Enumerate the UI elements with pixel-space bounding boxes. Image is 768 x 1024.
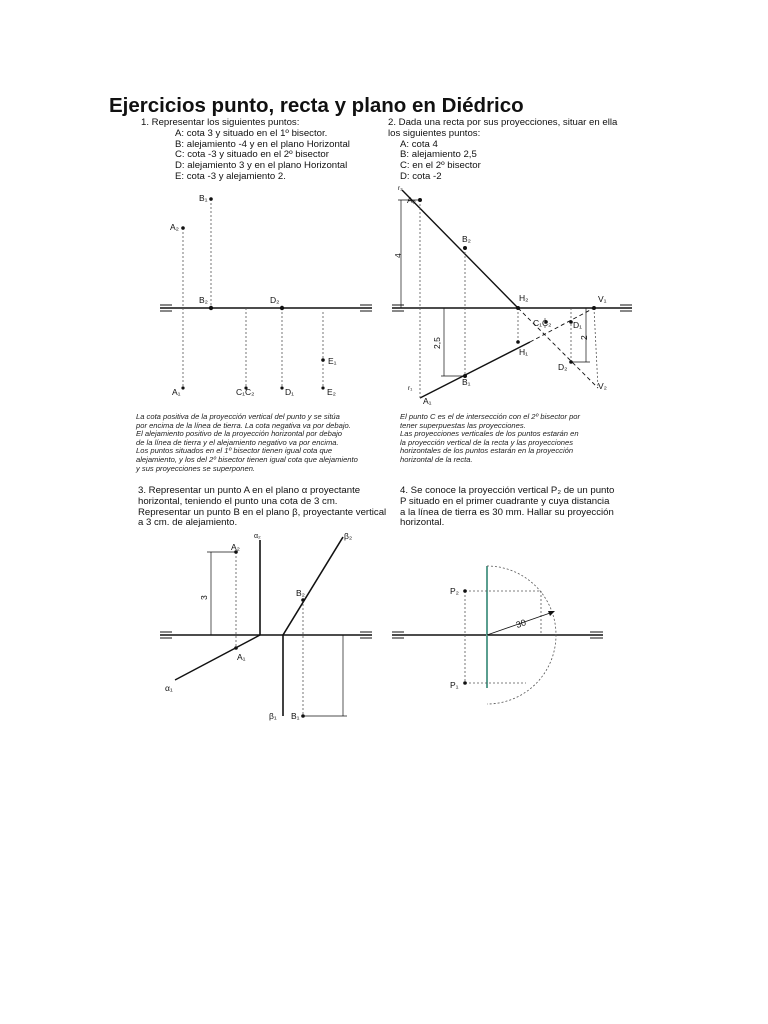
label-d2: D₂ xyxy=(558,362,568,372)
dimension-label-4: 4 xyxy=(393,253,403,258)
label-p1: P₁ xyxy=(450,680,459,690)
dimension-label-30: 30 xyxy=(514,617,528,630)
label-b2: B₂ xyxy=(199,295,208,305)
exercise-4-line: P situado en el primer cuadrante y cuya distancia xyxy=(400,495,610,507)
note-line: horizontales de los puntos estarán en la proyección xyxy=(400,446,574,456)
label-d1: D₁ xyxy=(573,320,583,330)
label-d2: D₂ xyxy=(270,295,280,305)
exercise-1-item: D: alejamiento 3 y en el plano Horizontal xyxy=(175,160,348,172)
label-d1: D₁ xyxy=(285,387,295,397)
note-line: de la línea de tierra y el alejamiento negativo va por encima. xyxy=(136,437,339,447)
arrow-head xyxy=(548,611,555,616)
note-line: Los puntos situados en el 1º bisector tienen igual cota que xyxy=(136,446,333,456)
label-c1c2: C₁C₂ xyxy=(533,318,552,328)
note-line: La cota positiva de la proyección vertical del punto y se sitúa xyxy=(136,412,340,421)
exercise-2-heading-line: los siguientes puntos: xyxy=(388,127,481,139)
exercise-4-line: a la línea de tierra es 30 mm. Hallar su proyección xyxy=(400,506,614,518)
exercise-4-line: horizontal. xyxy=(400,517,445,529)
exercise-4-line: 4. Se conoce la proyección vertical P₂ de un punto xyxy=(400,485,615,496)
exercise-1-item: E: cota -3 y alejamiento 2. xyxy=(175,170,286,182)
label-p2: P₂ xyxy=(450,586,459,596)
label-b1: B₁ xyxy=(199,193,208,203)
point-p2 xyxy=(463,589,467,593)
exercise-1-heading: 1. Representar los siguientes puntos: xyxy=(141,117,300,128)
exercise-2-heading-line: 2. Dada una recta por sus proyecciones, situar en ella xyxy=(388,117,618,128)
dimension-label-25: 2,5 xyxy=(432,337,442,349)
label-a2: A₂ xyxy=(170,222,179,232)
dimension-label-2: 2 xyxy=(579,335,589,340)
label-v2: V₂ xyxy=(598,381,607,391)
dimension-label-3: 3 xyxy=(199,595,209,600)
label-a1: A₁ xyxy=(172,387,181,397)
exercise-1-item: B: alejamiento -4 y en el plano Horizontal xyxy=(175,138,350,150)
note-line: Las proyecciones verticales de los puntos estarán en xyxy=(400,429,579,439)
page-title: Ejercicios punto, recta y plano en Diédrico xyxy=(109,94,524,117)
note-line: la proyección vertical de la recta y las proyecciones xyxy=(400,437,574,447)
exercise-2-item: A: cota 4 xyxy=(400,138,438,150)
label-beta2: β₂ xyxy=(344,531,353,541)
label-a2: A₂ xyxy=(231,542,240,552)
label-e1: E₁ xyxy=(328,356,337,366)
exercise-2-item: D: cota -2 xyxy=(400,170,442,182)
label-r2: r₂ xyxy=(398,185,403,192)
exercise-3-line: Representar un punto B en el plano β, proyectante vertical xyxy=(138,506,387,518)
note-line: El punto C es el de intersección con el 2º bisector por xyxy=(400,412,581,421)
note-line: y sus proyecciones se superponen. xyxy=(136,463,256,473)
point-p1 xyxy=(463,681,467,685)
label-h1: H₁ xyxy=(519,347,529,357)
label-c1c2: C₁C₂ xyxy=(236,387,255,397)
note-line: por encima de la línea de tierra. La cota negativa va por debajo. xyxy=(136,420,351,430)
label-e2: E₂ xyxy=(327,387,336,397)
exercise-1-item: C: cota -3 y situado en el 2º bisector xyxy=(175,149,329,161)
exercise-1-item: A: cota 3 y situado en el 1º bisector. xyxy=(175,127,328,139)
note-line: tener superpuestas las proyecciones. xyxy=(400,420,526,430)
exercise-2-item: B: alejamiento 2,5 xyxy=(400,149,477,161)
label-a2: A₂ xyxy=(407,195,416,205)
label-a1: A₁ xyxy=(237,652,246,662)
label-alpha2: α₂ xyxy=(254,533,261,540)
exercise-3-line: 3. Representar un punto A en el plano α proyectante xyxy=(138,485,361,496)
label-beta1: β₁ xyxy=(269,711,277,721)
exercise-3-line: a 3 cm. de alejamiento. xyxy=(138,517,238,529)
note-line: horizontal de la recta. xyxy=(400,454,473,464)
label-b2: B₂ xyxy=(462,234,471,244)
note-line: El alejamiento positivo de la proyección horizontal por debajo xyxy=(136,429,342,439)
label-h2: H₂ xyxy=(519,293,529,303)
exercise-3-line: horizontal, teniendo el punto una cota de 3 cm. xyxy=(138,495,338,507)
label-b1: B₁ xyxy=(462,377,471,387)
label-r1: r₁ xyxy=(408,385,413,392)
label-a1: A₁ xyxy=(423,396,432,406)
note-line: alejamiento, y los del 2º bisector tienen igual cota que alejamiento xyxy=(136,454,358,464)
exercise-2-item: C: en el 2º bisector xyxy=(400,160,481,172)
label-b1: B₁ xyxy=(291,711,300,721)
label-alpha1: α₁ xyxy=(165,683,173,693)
label-v1: V₁ xyxy=(598,294,607,304)
label-b2: B₂ xyxy=(296,588,305,598)
